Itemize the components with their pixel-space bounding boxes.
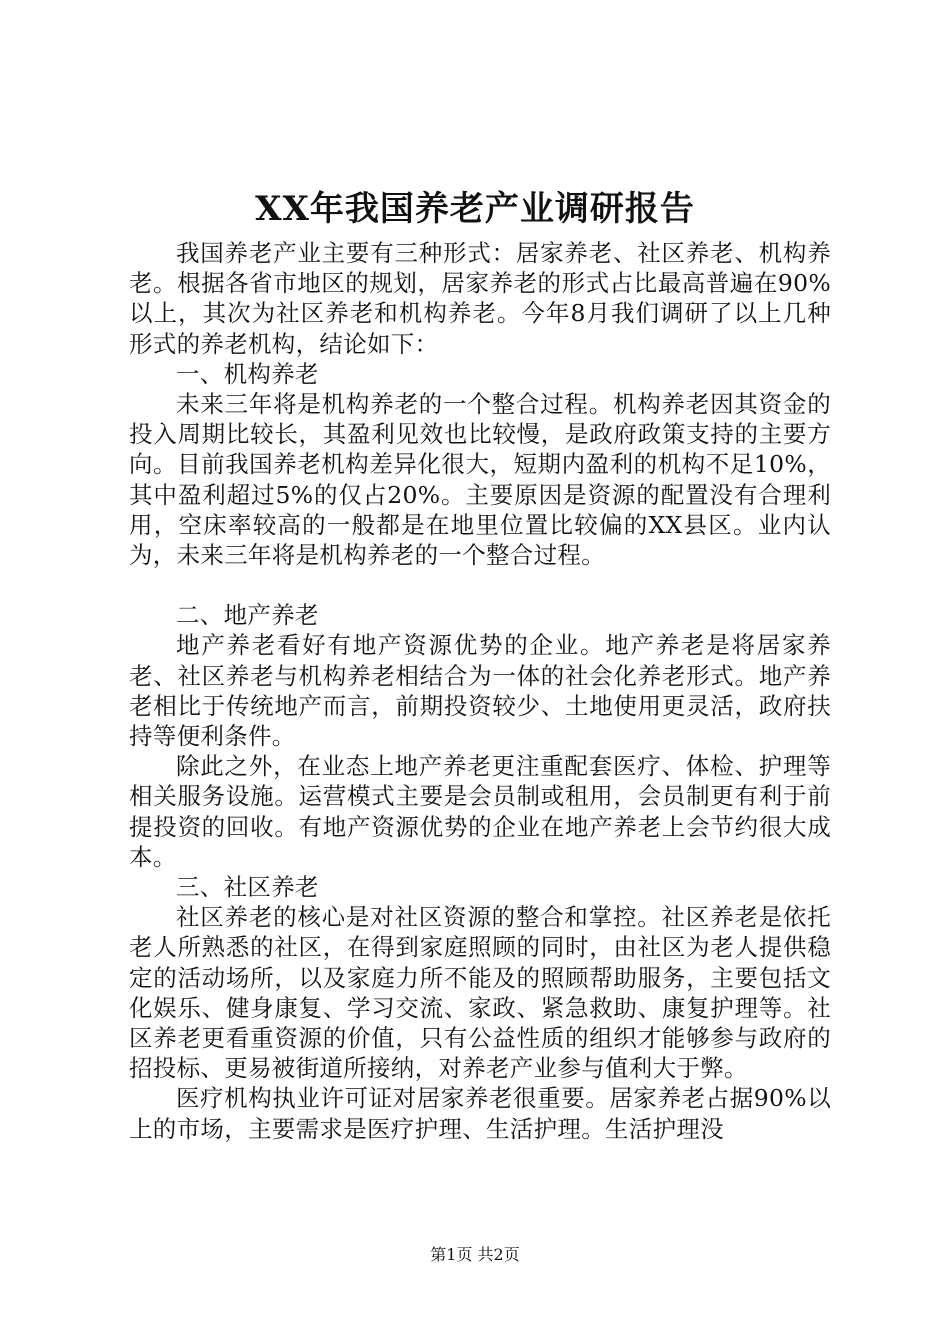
paragraph-institutional: 未来三年将是机构养老的一个整合过程。机构养老因其资金的投入周期比较长，其盈利见效也比较慢，是政府政策支持的主要方向。目前我国养老机构差异化很大，短期内盈利的机构不足10%，其中盈利超过5%的仅占20%。主要原因是资源的配置没有合理利用，空床率较高的一般都是在地里位置比较偏的XX县区。业内认为，未来三年将是机构养老的一个整合过程。 — [129, 390, 831, 570]
paragraph-medical-license: 医疗机构执业许可证对居家养老很重要。居家养老占据90%以上的市场，主要需求是医疗护理、生活护理。生活护理没 — [129, 1084, 831, 1143]
paragraph-community: 社区养老的核心是对社区资源的整合和掌控。社区养老是依托老人所熟悉的社区，在得到家庭照顾的同时，由社区为老人提供稳定的活动场所，以及家庭力所不能及的照顾帮助服务，主要包括文化娱乐、健身康复、学习交流、家政、紧急救助、康复护理等。社区养老更看重资源的价值，只有公益性质的组织才能够参与政府的招投标、更易被街道所接纳，对养老产业参与值利大于弊。 — [129, 903, 831, 1083]
document-body — [129, 238, 831, 1144]
paragraph-real-estate-services: 除此之外，在业态上地产养老更注重配套医疗、体检、护理等相关服务设施。运营模式主要是会员制或租用，会员制更有利于前提投资的回收。有地产资源优势的企业在地产养老上会节约很大成本。 — [129, 752, 831, 871]
paragraph-gap — [129, 570, 831, 600]
paragraph-real-estate: 地产养老看好有地产资源优势的企业。地产养老是将居家养老、社区养老与机构养老相结合为一体的社会化养老形式。地产养老相比于传统地产而言，前期投资较少、土地使用更灵活，政府扶持等便利条件。 — [129, 631, 831, 751]
page-footer: 第1页 共2页 — [430, 1245, 520, 1264]
section-heading-community: 三、社区养老 — [176, 873, 319, 902]
paragraph-intro: 我国养老产业主要有三种形式：居家养老、社区养老、机构养老。根据各省市地区的规划，居家养老的形式占比最高普遍在90%以上，其次为社区养老和机构养老。今年8月我们调研了以上几种形式的养老机构，结论如下： — [129, 239, 831, 358]
document-title: XX年我国养老产业调研报告 — [255, 189, 695, 229]
section-heading-real-estate: 二、地产养老 — [176, 601, 319, 630]
section-heading-institutional: 一、机构养老 — [176, 359, 319, 388]
